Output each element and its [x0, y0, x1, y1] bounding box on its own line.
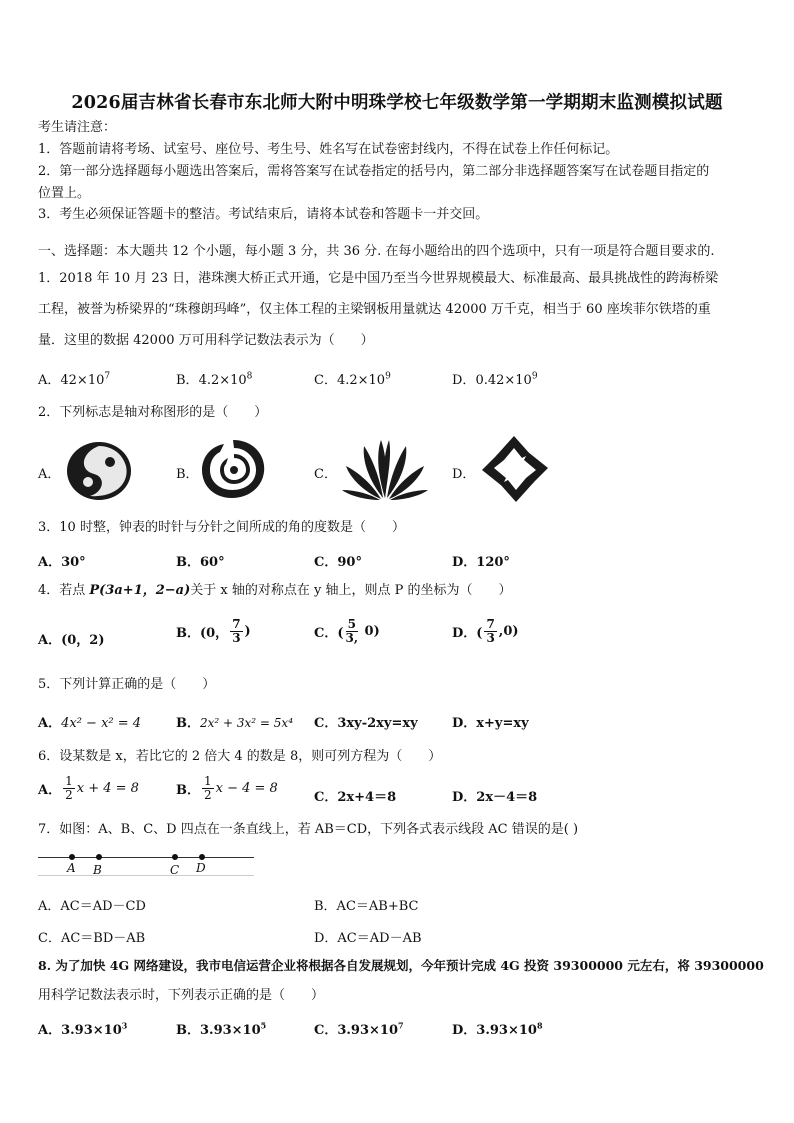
point-b-dot	[96, 854, 102, 860]
q2-option-b-label: B．	[176, 467, 199, 482]
q6-option-a: A． $\frac{1}{2}$ x + 4 = 8	[38, 774, 139, 802]
point-c-dot	[172, 854, 178, 860]
q4-option-a: A．(0，2)	[38, 633, 105, 648]
q8-option-d: D．$3.93\times 10^8$	[452, 1020, 543, 1038]
q7-option-d: D．AC＝AD－AB	[314, 931, 422, 946]
star-knot-logo-icon	[478, 434, 552, 504]
q1-option-c: C．$4.2\times 10^9$	[314, 371, 391, 388]
q3-option-b: B．60°	[176, 555, 225, 570]
q5-option-c: C．3xy-2xy=xy	[314, 716, 418, 731]
question-1-line: 1．2018 年 10 月 23 日，港珠澳大桥正式开通，它是中国乃至当今世界规模最大、标准最高、最具挑战性的跨海桥梁	[38, 271, 719, 286]
q7-option-a: A．AC＝AD－CD	[38, 899, 146, 914]
point-d-label: D	[196, 861, 206, 875]
q1-option-d: D．$0.42\times 10^9$	[452, 371, 538, 388]
q2-option-c-label: C．	[314, 467, 337, 482]
q6-option-b: B． $\frac{1}{2}$ x − 4 = 8	[176, 774, 278, 802]
notice-heading: 考生请注意：	[38, 120, 117, 135]
question-5-stem: 5．下列计算正确的是（ ）	[38, 677, 216, 692]
page-title: 2026届吉林省长春市东北师大附中明珠学校七年级数学第一学期期末监测模拟试题	[71, 93, 723, 113]
section-heading: 一、选择题：本大题共 12 个小题，每小题 3 分，共 36 分. 在每小题给出的四个选项中，只有一项是符合题目要求的.	[38, 244, 715, 259]
spiral-logo-icon	[196, 436, 270, 502]
point-a-label: A	[67, 861, 76, 875]
q4-option-d: D．( $\frac{7}{3}$ ,0)	[452, 617, 519, 645]
q2-option-a-label: A．	[38, 467, 61, 482]
point-d-dot	[199, 854, 205, 860]
point-a-dot	[69, 854, 75, 860]
q8-option-c: C．$3.93\times 10^7$	[314, 1020, 404, 1038]
q7-option-c: C．AC＝BD－AB	[38, 931, 146, 946]
question-8-line: 8. 为了加快 4G 网络建设，我市电信运营企业将根据各自发展规划，今年预计完成 4G 投资 39300000 元左右，将 39300000	[38, 958, 764, 973]
yin-yang-logo-icon	[64, 440, 134, 502]
q3-option-d: D．120°	[452, 555, 510, 570]
q6-option-d: D．2x－4＝8	[452, 790, 538, 805]
fan-petal-logo-icon	[340, 436, 430, 502]
q4-option-c: C．( $\frac{5}{3,}$ 0)	[314, 617, 380, 645]
q2-option-d-label: D．	[452, 467, 476, 482]
question-3-stem: 3．10 时整，钟表的时针与分针之间所成的角的度数是（ ）	[38, 520, 405, 535]
question-4-stem: 4．若点 P(3a+1，2−a)关于 x 轴的对称点在 y 轴上，则点 P 的坐标为（ ）	[38, 583, 512, 598]
q1-option-a: A．$42\times 10^7$	[38, 371, 111, 388]
point-b-label: B	[93, 863, 102, 877]
q8-option-a: A．$3.93\times 10^3$	[38, 1020, 128, 1038]
q4-option-b: B．(0， $\frac{7}{3}$ )	[176, 617, 251, 645]
q7-option-b: B．AC＝AB+BC	[314, 899, 419, 914]
q1-option-b: B．$4.2\times 10^8$	[176, 371, 253, 388]
notice-item: 位置上。	[38, 186, 91, 201]
q5-option-b: B．2x² + 3x² = 5x⁴	[176, 716, 294, 731]
q3-option-c: C．90°	[314, 555, 362, 570]
question-8-line: 用科学记数法表示时，下列表示正确的是（ ）	[38, 988, 325, 1003]
question-1-line: 工程，被誉为桥梁界的“珠穆朗玛峰”，仅主体工程的主梁钢板用量就达 42000 万千克，相当于 60 座埃菲尔铁塔的重	[38, 302, 711, 317]
q5-option-d: D．x+y=xy	[452, 716, 529, 731]
question-2-stem: 2．下列标志是轴对称图形的是（ ）	[38, 405, 268, 420]
question-7-stem: 7．如图：A、B、C、D 四点在一条直线上，若 AB＝CD，下列各式表示线段 AC 错误的是( )	[38, 822, 579, 837]
question-6-stem: 6．设某数是 x，若比它的 2 倍大 4 的数是 8，则可列方程为（ ）	[38, 749, 442, 764]
q5-option-a: A．4x² − x² = 4	[38, 716, 142, 731]
q8-option-b: B．$3.93\times 10^5$	[176, 1020, 267, 1038]
notice-item: 1．答题前请将考场、试室号、座位号、考生号、姓名写在试卷密封线内，不得在试卷上作任何标记。	[38, 142, 619, 157]
notice-item: 2．第一部分选择题每小题选出答案后，需将答案写在试卷指定的括号内，第二部分非选择题答案写在试卷题目指定的	[38, 164, 710, 179]
notice-item: 3．考生必须保证答题卡的整洁。考试结束后，请将本试卷和答题卡一并交回。	[38, 207, 489, 222]
question-1-line: 量．这里的数据 42000 万可用科学记数法表示为（ ）	[38, 333, 374, 348]
point-c-label: C	[170, 863, 180, 877]
q7-baseline	[38, 875, 254, 876]
q3-option-a: A．30°	[38, 555, 86, 570]
q6-option-c: C．2x+4＝8	[314, 790, 397, 805]
